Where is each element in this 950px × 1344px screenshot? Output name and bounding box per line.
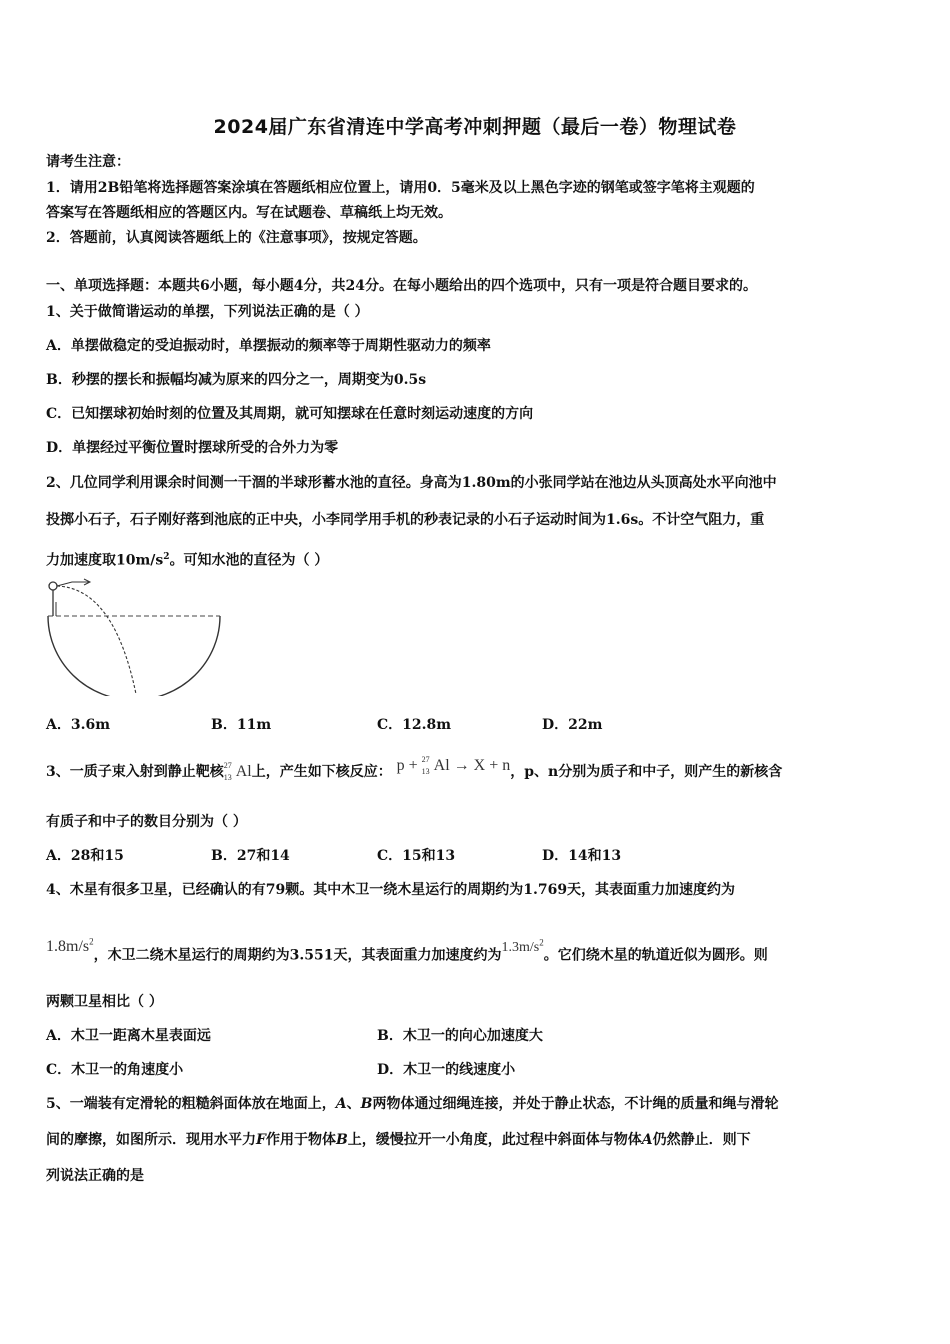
notice-item-1-cont: 答案写在答题纸相应的答题区内。写在试题卷、草稿纸上均无效。 — [46, 205, 452, 221]
q1-option-d: D．单摆经过平衡位置时摆球所受的合外力为零 — [46, 440, 339, 456]
q2-option-c: C．12.8m — [377, 717, 452, 733]
q2-stem-line3: 力加速度取$10m/s^2$。可知水池的直径为（ ） — [46, 552, 329, 569]
q1-stem: 1、关于做简谐运动的单摆，下列说法正确的是（ ） — [46, 304, 369, 320]
q4-option-c: C．木卫一的角速度小 — [46, 1062, 184, 1078]
trajectory-curve — [57, 586, 136, 694]
notice-item-1: 1．请用2B铅笔将选择题答案涂填在答题纸相应位置上，请用0．5毫米及以上黑色字迹的钢笔或签字笔将主观题的 — [46, 180, 755, 196]
q2-option-d: D．22m — [542, 717, 603, 733]
notice-item-2: 2．答题前，认真阅读答题纸上的《注意事项》，按规定答题。 — [46, 230, 427, 246]
nuclear-equation: p + 27 13 Al → X + n — [396, 755, 511, 776]
q1-option-c: C．已知摆球初始时刻的位置及其周期，就可知摆球在任意时刻运动速度的方向 — [46, 406, 534, 422]
q3-stem-line1: 3、一质子束入射到静止靶核 27 13 Al上，产生如下核反应： p + 27 13 Al → X + n，p、n分别为质子和中子，则产生的新核含 — [46, 755, 783, 782]
q4-stem-line3: 两颗卫星相比（ ） — [46, 994, 163, 1010]
paper-title: 2024届广东省清连中学高考冲刺押题（最后一卷）物理试卷 — [213, 116, 737, 138]
g2-value: $1.3m/s^2$ — [501, 937, 544, 956]
q2-stem-line2: 投掷小石子，石子刚好落到池底的正中央，小李同学用手机的秒表记录的小石子运动时间为1.6s。不计空气阻力，重 — [46, 512, 765, 528]
q1-option-b: B．秒摆的摆长和振幅均减为原来的四分之一，周期变为0.5s — [46, 372, 427, 388]
q4-stem-line2: $1.8m/s^2$，木卫二绕木星运行的周期约为3.551天，其表面重力加速度约为$1.3m/s^2$。它们绕木星的轨道近似为圆形。则 — [46, 937, 768, 964]
q4-option-a: A．木卫一距离木星表面远 — [46, 1028, 211, 1044]
q3-option-d: D．14和13 — [542, 848, 622, 864]
notice-heading: 请考生注意： — [46, 154, 130, 170]
q2-option-a: A．3.6m — [46, 717, 111, 733]
q3-option-a: A．28和15 — [46, 848, 124, 864]
q4-option-b: B．木卫一的向心加速度大 — [377, 1028, 543, 1044]
q4-stem-line1: 4、木星有很多卫星，已经确认的有79颗。其中木卫一绕木星运行的周期约为1.769天，其表面重力加速度约为 — [46, 882, 736, 898]
q2-stem-line1: 2、几位同学利用课余时间测一干涸的半球形蓄水池的直径。身高为1.80m的小张同学站在池边从头顶高处水平向池中 — [46, 475, 777, 491]
g1-value: $1.8m/s^2$ — [46, 937, 94, 956]
section-heading: 一、单项选择题：本题共6小题，每小题4分，共24分。在每小题给出的四个选项中，只有一项是符合题目要求的。 — [46, 278, 757, 294]
pool-figure — [44, 578, 224, 696]
person-head-icon — [49, 582, 57, 590]
q1-option-a: A．单摆做稳定的受迫振动时，单摆振动的频率等于周期性驱动力的频率 — [46, 338, 491, 354]
arm-line — [57, 582, 89, 586]
pool-outline — [48, 616, 220, 696]
q4-option-d: D．木卫一的线速度小 — [377, 1062, 516, 1078]
q2-option-b: B．11m — [211, 717, 272, 733]
q5-stem-line1: 5、一端装有定滑轮的粗糙斜面体放在地面上，A、B两物体通过细绳连接，并处于静止状态，不计绳的质量和绳与滑轮 — [46, 1096, 779, 1112]
al-nucleus: 27 13 Al — [223, 761, 252, 782]
q5-stem-line3: 列说法正确的是 — [46, 1168, 144, 1184]
q3-option-b: B．27和14 — [211, 848, 290, 864]
q3-stem-line2: 有质子和中子的数目分别为（ ） — [46, 814, 247, 830]
q3-option-c: C．15和13 — [377, 848, 456, 864]
q5-stem-line2: 间的摩擦，如图所示．现用水平力F作用于物体B上，缓慢拉开一小角度，此过程中斜面体与物体A仍然静止．则下 — [46, 1132, 751, 1148]
